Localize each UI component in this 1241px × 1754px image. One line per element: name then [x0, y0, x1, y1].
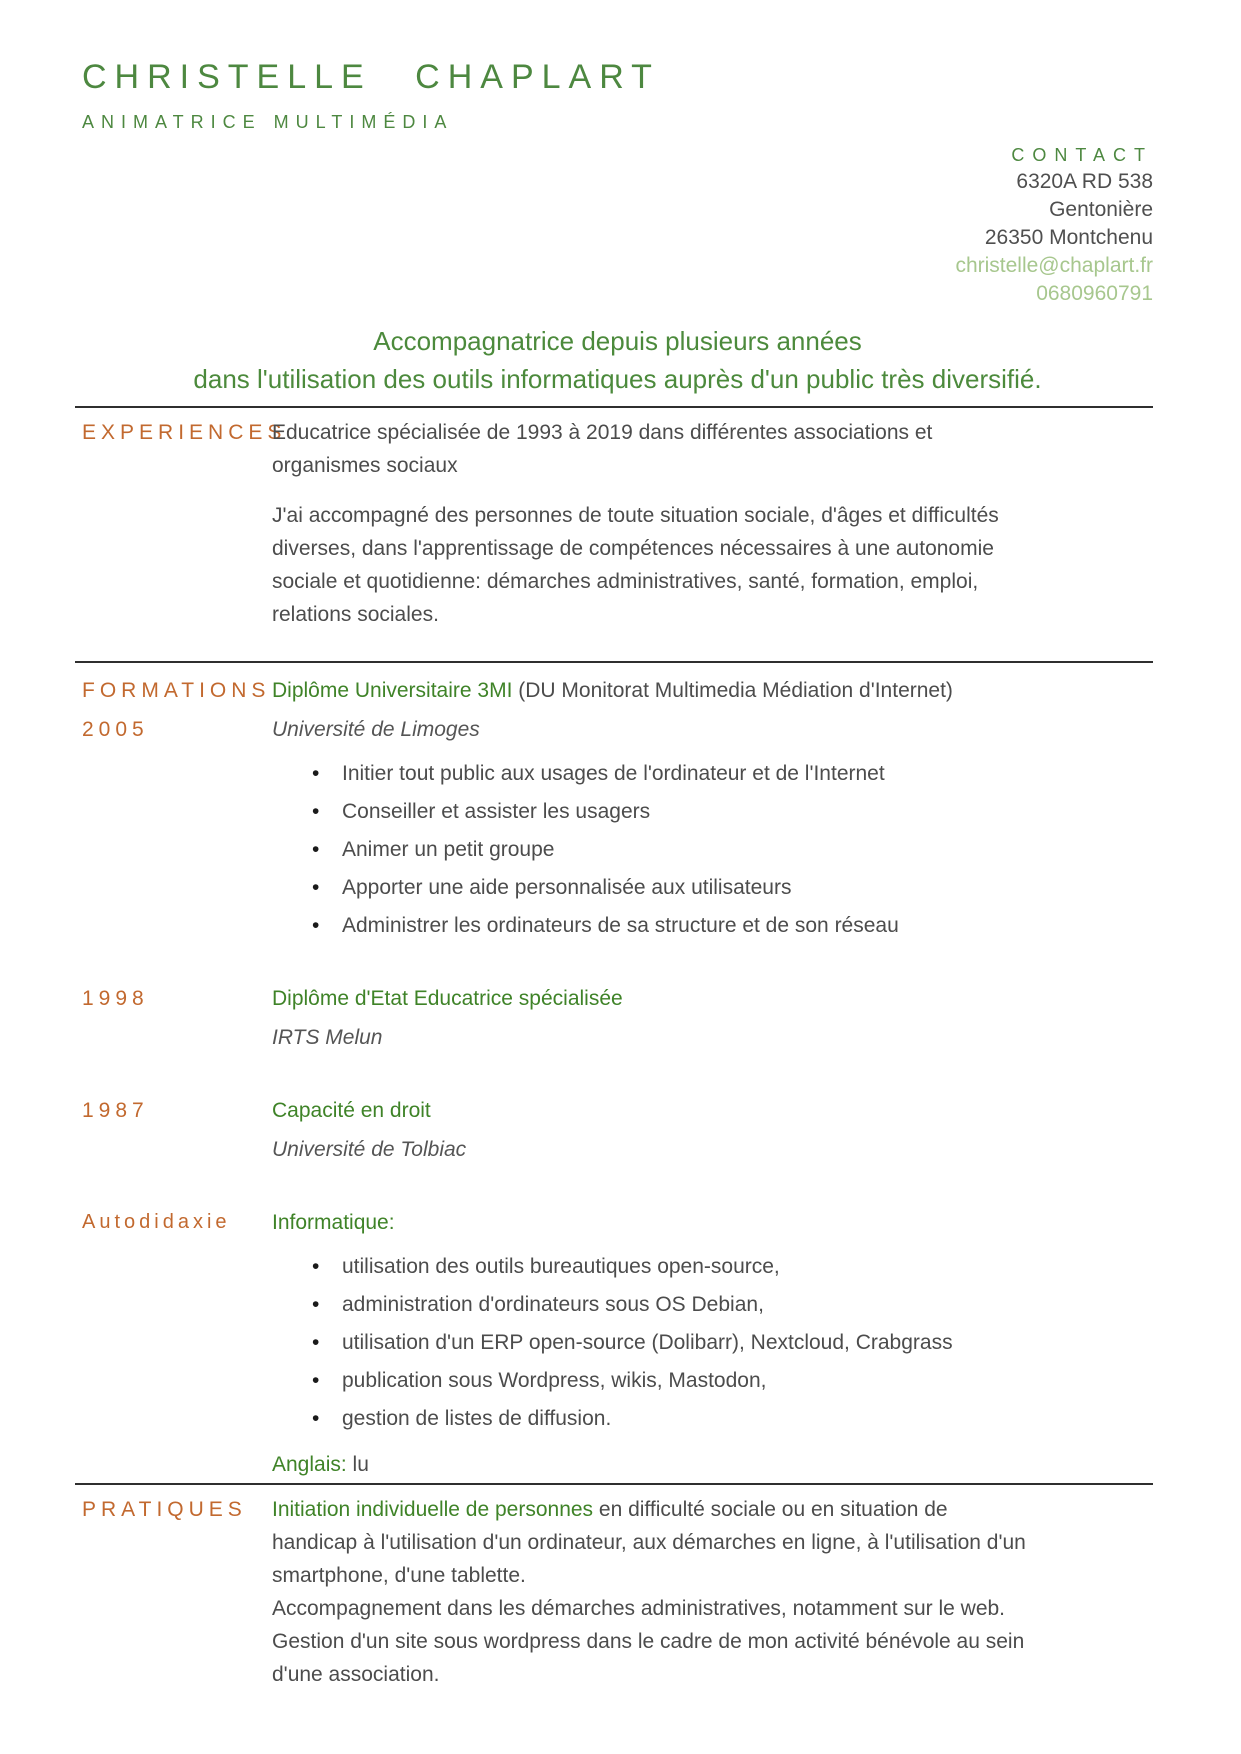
- address-line-1: 6320A RD 538: [1016, 170, 1153, 193]
- formation-title-suffix: (DU Monitorat Multimedia Médiation d'Internet): [512, 679, 953, 702]
- bullet-icon: •: [312, 1255, 320, 1278]
- formations-label: FORMATIONS: [82, 679, 271, 702]
- formation-institution: Université de Limoges: [272, 718, 480, 741]
- formation-content: [272, 979, 1153, 1057]
- experiences-label: EXPERIENCES: [82, 421, 287, 444]
- contact-phone: 0680960791: [1036, 282, 1153, 305]
- bullet-text: Initier tout public aux usages de l'ordinateur et de l'Internet: [342, 762, 885, 785]
- cv-header: [82, 58, 1153, 132]
- address-line-2: Gentonière: [1049, 198, 1153, 221]
- formation-bullet: [272, 831, 1153, 869]
- formation-entry-1987: [82, 1083, 1153, 1169]
- formation-left-col: [82, 671, 272, 945]
- pratiques-paragraph-3: Gestion d'un site sous wordpress dans le cadre de mon activité bénévole au sein d'une association.: [272, 1630, 1025, 1686]
- candidate-name: CHRISTELLE CHAPLART: [82, 58, 660, 96]
- experiences-intro: Educatrice spécialisée de 1993 à 2019 dans différentes associations et organismes sociaux: [272, 421, 933, 477]
- bullet-icon: •: [312, 762, 320, 785]
- bullet-icon: •: [312, 1331, 320, 1354]
- section-experiences: [82, 408, 1153, 631]
- formation-bullet: [272, 755, 1153, 793]
- bullet-icon: •: [312, 1407, 320, 1430]
- tagline-line-1: Accompagnatrice depuis plusieurs années: [373, 326, 862, 356]
- bullet-icon: •: [312, 1369, 320, 1392]
- pratiques-paragraph-1: [272, 1493, 1032, 1592]
- pratiques-label: PRATIQUES: [82, 1498, 247, 1521]
- bullet-text: administration d'ordinateurs sous OS Debian,: [342, 1293, 764, 1316]
- bullet-icon: •: [312, 876, 320, 899]
- formation-title: Informatique:: [272, 1211, 395, 1234]
- formation-year: 1987: [82, 1099, 149, 1122]
- pratiques-paragraph-2: Accompagnement dans les démarches administratives, notamment sur le web.: [272, 1597, 1006, 1620]
- formation-title-line: [272, 671, 1153, 710]
- formation-bullet: [272, 869, 1153, 907]
- formation-bullet: [272, 1324, 1153, 1362]
- formation-title: Capacité en droit: [272, 1099, 431, 1122]
- contact-heading: CONTACT: [1011, 145, 1153, 165]
- formation-title: Diplôme d'Etat Educatrice spécialisée: [272, 987, 623, 1010]
- formation-bullet-list: [272, 755, 1153, 945]
- bullet-icon: •: [312, 914, 320, 937]
- formation-institution: IRTS Melun: [272, 1026, 383, 1049]
- pratiques-content: [272, 1493, 1032, 1691]
- contact-email: christelle@chaplart.fr: [955, 254, 1153, 277]
- formation-content: [272, 1091, 1153, 1169]
- pratiques-lead-rest: en difficulté sociale ou en situation de handicap à l'utilisation d'un ordinateur, aux démarches en ligne, à l'utilisation d'un smartphone, d'une tablette.: [272, 1498, 1026, 1587]
- bullet-text: publication sous Wordpress, wikis, Mastodon,: [342, 1369, 767, 1392]
- bullet-text: gestion de listes de diffusion.: [342, 1407, 612, 1430]
- experiences-content: [272, 416, 1032, 631]
- bullet-icon: •: [312, 800, 320, 823]
- formation-entry-2005: [82, 663, 1153, 945]
- formation-bullet: [272, 1400, 1153, 1438]
- formation-bullet: [272, 793, 1153, 831]
- formation-bullet: [272, 1248, 1153, 1286]
- tagline: [82, 322, 1153, 398]
- formation-bullet: [272, 907, 1153, 945]
- bullet-icon: •: [312, 838, 320, 861]
- formation-bullet-list: [272, 1248, 1153, 1438]
- bullet-text: Administrer les ordinateurs de sa structure et de son réseau: [342, 914, 899, 937]
- formation-content: [272, 1203, 1153, 1481]
- formation-year: 1998: [82, 987, 149, 1010]
- formation-content: [272, 671, 1153, 945]
- bullet-text: utilisation d'un ERP open-source (Dolibarr), Nextcloud, Crabgrass: [342, 1331, 953, 1354]
- formation-entry-1998: [82, 971, 1153, 1057]
- experiences-paragraph: J'ai accompagné des personnes de toute situation sociale, d'âges et difficultés diverses, dans l'apprentissage de compétences nécessaires à une autonomie sociale et quotidienne: démarches administratives, santé, formation, emploi, relations sociales.: [272, 504, 999, 626]
- formation-bullet: [272, 1362, 1153, 1400]
- language-line: [272, 1448, 1153, 1481]
- formation-entry-autodidaxie: [82, 1195, 1153, 1481]
- contact-block: [82, 142, 1153, 308]
- language-value: lu: [346, 1453, 369, 1476]
- formation-bullet: [272, 1286, 1153, 1324]
- address-line-3: 26350 Montchenu: [984, 226, 1153, 249]
- bullet-text: Apporter une aide personnalisée aux utilisateurs: [342, 876, 792, 899]
- formation-year: Autodidaxie: [82, 1211, 231, 1233]
- bullet-text: Conseiller et assister les usagers: [342, 800, 651, 823]
- tagline-line-2: dans l'utilisation des outils informatiques auprès d'un public très diversifié.: [193, 364, 1042, 394]
- pratiques-lead: Initiation individuelle de personnes: [272, 1498, 594, 1521]
- candidate-role: ANIMATRICE MULTIMÉDIA: [82, 112, 454, 132]
- bullet-text: utilisation des outils bureautiques open-source,: [342, 1255, 780, 1278]
- section-formations: [82, 663, 1153, 1481]
- bullet-icon: •: [312, 1293, 320, 1316]
- formation-year: 2005: [82, 718, 149, 741]
- formation-title: Diplôme Universitaire 3MI: [272, 679, 513, 702]
- section-pratiques: [82, 1485, 1153, 1691]
- bullet-text: Animer un petit groupe: [342, 838, 555, 861]
- formation-institution: Université de Tolbiac: [272, 1138, 467, 1161]
- language-label: Anglais:: [272, 1453, 347, 1476]
